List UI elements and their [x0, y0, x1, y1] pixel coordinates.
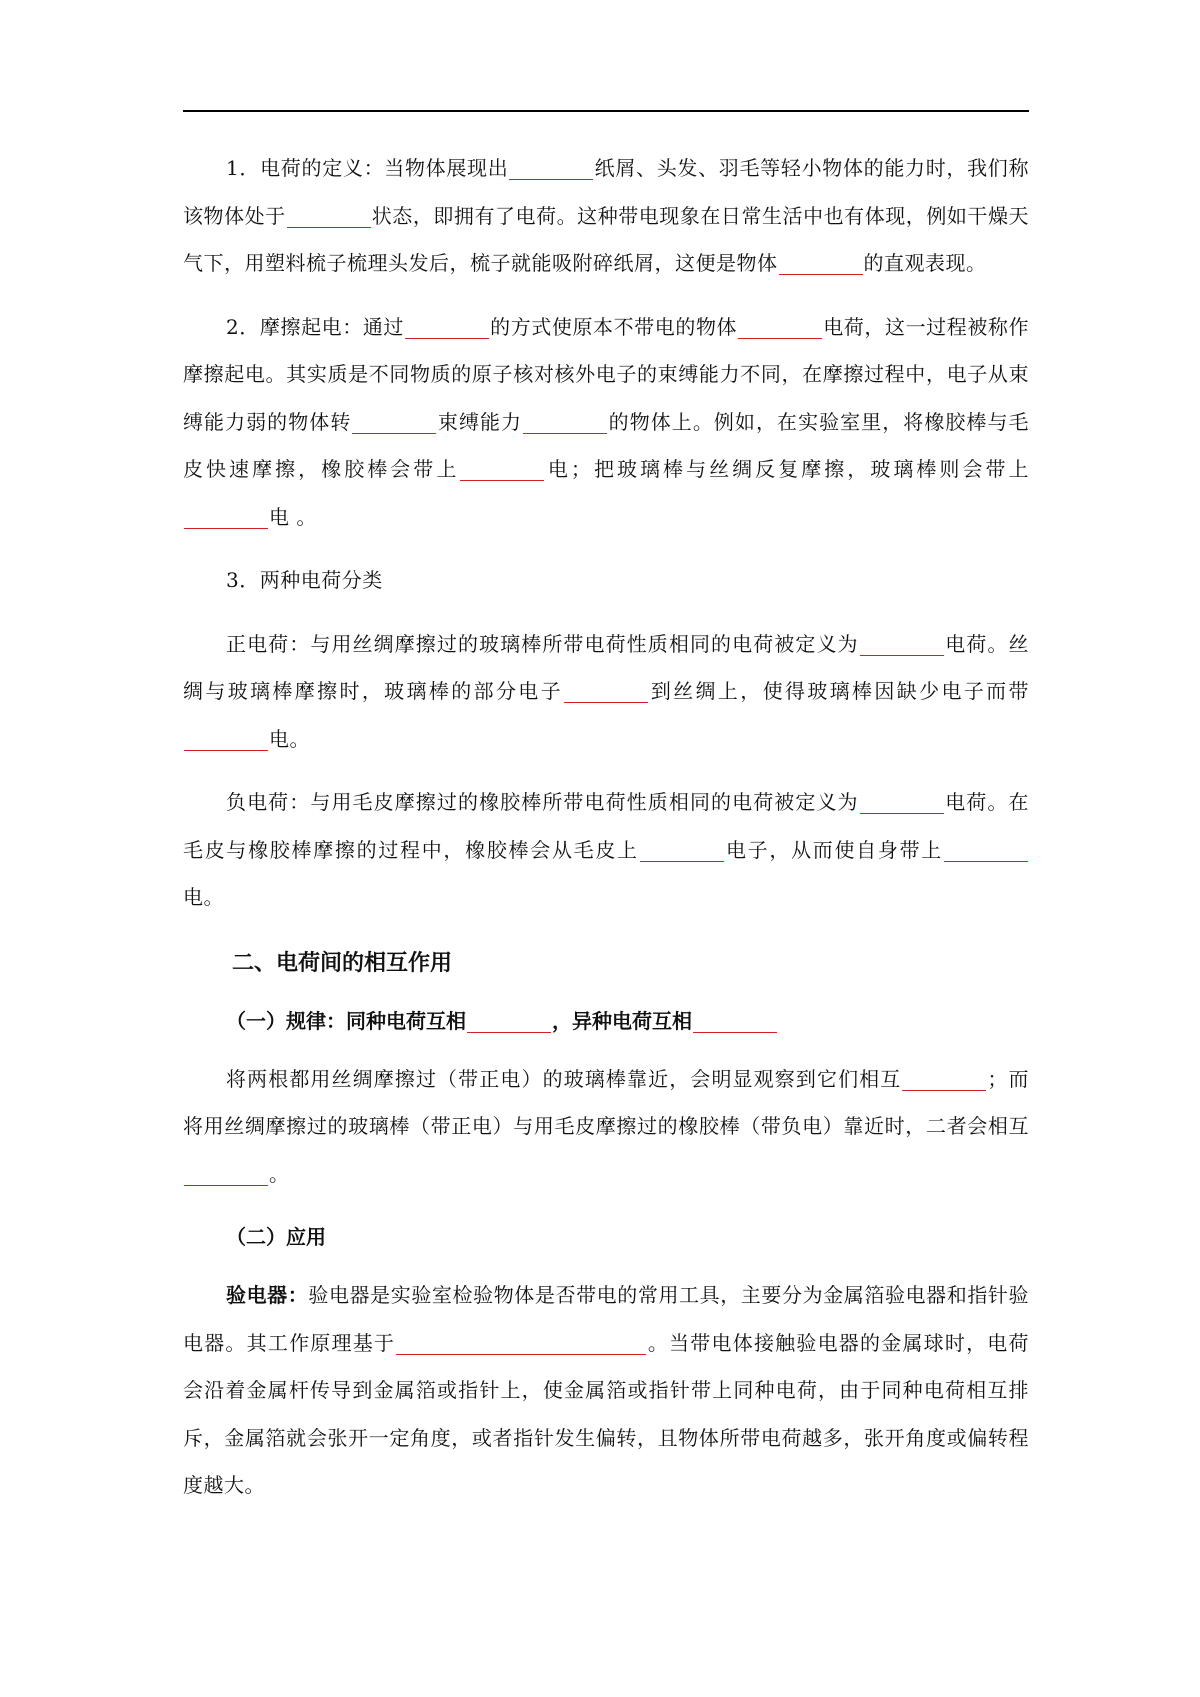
- fill-blank[interactable]: [564, 682, 648, 703]
- paragraph-friction-charging: 2．摩擦起电：通过 的方式使原本不带电的物体 电荷，这一过程被称作摩擦起电。其实质是不同物质的原子核对核外电子的束缚能力不同，在摩擦过程中，电子从束缚能力弱的物体转 束缚能力 的物体上。例如，在实验室里，将橡胶棒与毛皮快速摩擦，橡胶棒会带上 电；把玻璃棒与丝绸反复摩擦，玻璃棒则会带上电 。: [183, 314, 1030, 529]
- electroscope-label: 验电器：: [226, 1283, 309, 1307]
- fill-blank[interactable]: [396, 1334, 646, 1355]
- header-rule: [183, 110, 1029, 112]
- fill-blank[interactable]: [184, 1165, 268, 1186]
- paragraph-electroscope: 验电器：验电器是实验室检验物体是否带电的常用工具，主要分为金属箔验电器和指针验电器。其工作原理基于 。当带电体接触验电器的金属球时，电荷会沿着金属杆传导到金属箔或指针上，使金属箔或指针带上同种电荷，由于同种电荷相互排斥，金属箔就会张开一定角度，或者指针发生偏转，且物体所带电荷越多，张开角度或偏转程度越大。: [183, 1283, 1030, 1497]
- fill-blank[interactable]: [405, 318, 489, 339]
- fill-blank[interactable]: [640, 841, 724, 862]
- paragraph-charge-definition: 1．电荷的定义：当物体展现出 纸屑、头发、羽毛等轻小物体的能力时，我们称该物体处于 状态，即拥有了电荷。这种带电现象在日常生活中也有体现，例如干燥天气下，用塑料梳子梳理头发后，梳子就能吸附碎纸屑，这便是物体 的直观表现。: [183, 156, 1029, 275]
- subheading-rule: （一）规律：同种电荷互相 ，异种电荷互相: [183, 998, 1029, 1044]
- fill-blank[interactable]: [287, 207, 371, 228]
- fill-blank[interactable]: [467, 1012, 551, 1033]
- paragraph-positive-charge: 正电荷：与用丝绸摩擦过的玻璃棒所带电荷性质相同的电荷被定义为 电荷。丝绸与玻璃棒摩擦时，玻璃棒的部分电子 到丝绸上，使得玻璃棒因缺少电子而带电。: [183, 631, 1030, 751]
- document-body: [183, 145, 1029, 1526]
- fill-blank[interactable]: [352, 413, 436, 434]
- paragraph-interaction-experiment: 将两根都用丝绸摩擦过（带正电）的玻璃棒靠近，会明显观察到它们相互 ；而将用丝绸摩擦过的玻璃棒（带正电）与用毛皮摩擦过的橡胶棒（带负电）靠近时，二者会相互。: [183, 1066, 1030, 1186]
- fill-blank[interactable]: [693, 1012, 777, 1033]
- paragraph-charge-types-title: 3．两种电荷分类: [226, 568, 383, 592]
- fill-blank[interactable]: [944, 841, 1028, 862]
- subheading-application: （二）应用: [226, 1225, 326, 1249]
- fill-blank[interactable]: [184, 730, 268, 751]
- fill-blank[interactable]: [184, 508, 268, 529]
- paragraph-negative-charge: 负电荷：与用毛皮摩擦过的橡胶棒所带电荷性质相同的电荷被定义为 电荷。在毛皮与橡胶棒摩擦的过程中，橡胶棒会从毛皮上 电子，从而使自身带上电。: [183, 790, 1030, 909]
- fill-blank[interactable]: [509, 159, 593, 180]
- fill-blank[interactable]: [860, 793, 944, 814]
- fill-blank[interactable]: [738, 318, 822, 339]
- fill-blank[interactable]: [860, 635, 944, 656]
- fill-blank[interactable]: [779, 254, 863, 275]
- section-heading-interaction: 二、电荷间的相互作用: [232, 950, 453, 976]
- fill-blank[interactable]: [523, 413, 607, 434]
- fill-blank[interactable]: [902, 1070, 986, 1091]
- fill-blank[interactable]: [460, 460, 544, 481]
